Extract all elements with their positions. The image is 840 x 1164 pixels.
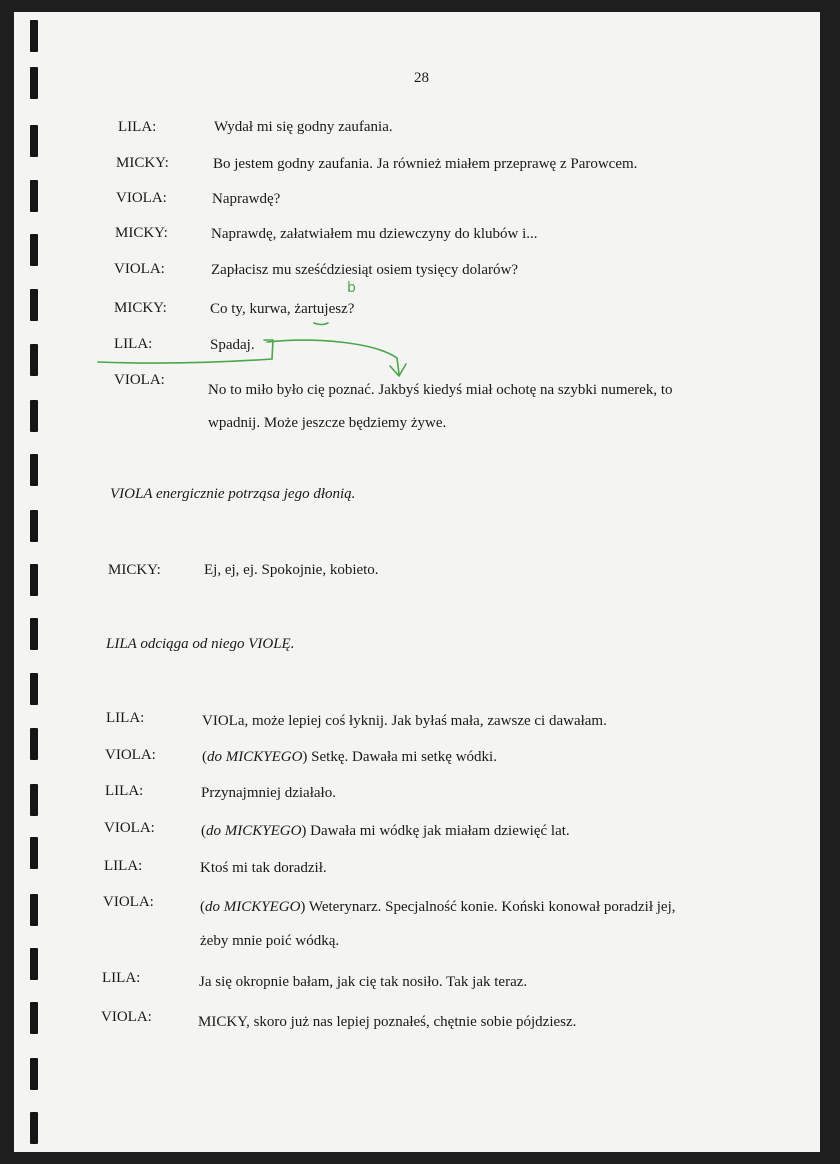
speaker-name: LILA: [114,336,153,352]
speaker-name: MICKY: [108,562,161,578]
parenthetical: do MICKYEGO [207,749,303,765]
script-page [14,12,820,1152]
speaker-name: LILA: [104,858,143,874]
parenthetical: do MICKYEGO [206,823,302,839]
move-arrow [267,340,399,374]
proofreading-marks [14,12,820,1152]
caret-mark [314,323,328,325]
dialogue-text: Naprawdę? [212,191,281,207]
page-number: 28 [414,70,429,86]
dialogue-text: Zapłacisz mu sześćdziesiąt osiem tysięcy dolarów? [211,262,518,278]
speaker-name: MICKY: [116,155,169,171]
speaker-name: VIOLA: [116,190,167,206]
stage-direction: LILA odciąga od niego VIOLĘ. [106,636,295,652]
bracket-mark [264,340,273,359]
dialogue-text: (do MICKYEGO) Weterynarz. Specjalność konie. Koński konował poradził jej, [200,899,676,915]
underline-stroke [98,359,272,363]
dialogue-text: Bo jestem godny zaufania. Ja również miałem przeprawę z Parowcem. [213,156,638,172]
speaker-name: VIOLA: [105,747,156,763]
parenthetical: do MICKYEGO [205,899,301,915]
dialogue-text: Ej, ej, ej. Spokojnie, kobieto. [204,562,379,578]
dialogue-text: Ja się okropnie bałam, jak cię tak nosiło. Tak jak teraz. [199,974,528,990]
handwritten-annotation: b [347,280,356,296]
dialogue-text: (do MICKYEGO) Dawała mi wódkę jak miałam dziewięć lat. [201,823,570,839]
dialogue-text: No to miło było cię poznać. Jakbyś kiedyś miał ochotę na szybki numerek, to [208,382,673,398]
dialogue-text: Co ty, kurwa, żartujesz? [210,301,355,317]
dialogue-text: Naprawdę, załatwiałem mu dziewczyny do klubów i... [211,226,538,242]
speaker-name: MICKY: [115,225,168,241]
speaker-name: VIOLA: [104,820,155,836]
dialogue-text: Przynajmniej działało. [201,785,336,801]
dialogue-text: Wydał mi się godny zaufania. [214,119,393,135]
stage-direction: VIOLA energicznie potrząsa jego dłonią. [110,486,356,502]
speaker-name: VIOLA: [114,372,165,388]
dialogue-text: MICKY, skoro już nas lepiej poznałeś, chętnie sobie pójdziesz. [198,1014,577,1030]
speaker-name: LILA: [105,783,144,799]
dialogue-text: VIOLa, może lepiej coś łyknij. Jak byłaś mała, zawsze ci dawałam. [202,713,607,729]
speaker-name: LILA: [106,710,145,726]
dialogue-text: (do MICKYEGO) Setkę. Dawała mi setkę wódki. [202,749,497,765]
speaker-name: MICKY: [114,300,167,316]
speaker-name: VIOLA: [103,894,154,910]
dialogue-text: wpadnij. Może jeszcze będziemy żywe. [208,415,447,431]
dialogue-text: Spadaj. [210,337,255,353]
dialogue-text: żeby mnie poić wódką. [200,933,340,949]
dialogue-text: Ktoś mi tak doradził. [200,860,327,876]
speaker-name: LILA: [118,119,157,135]
speaker-name: VIOLA: [114,261,165,277]
speaker-name: LILA: [102,970,141,986]
speaker-name: VIOLA: [101,1009,152,1025]
